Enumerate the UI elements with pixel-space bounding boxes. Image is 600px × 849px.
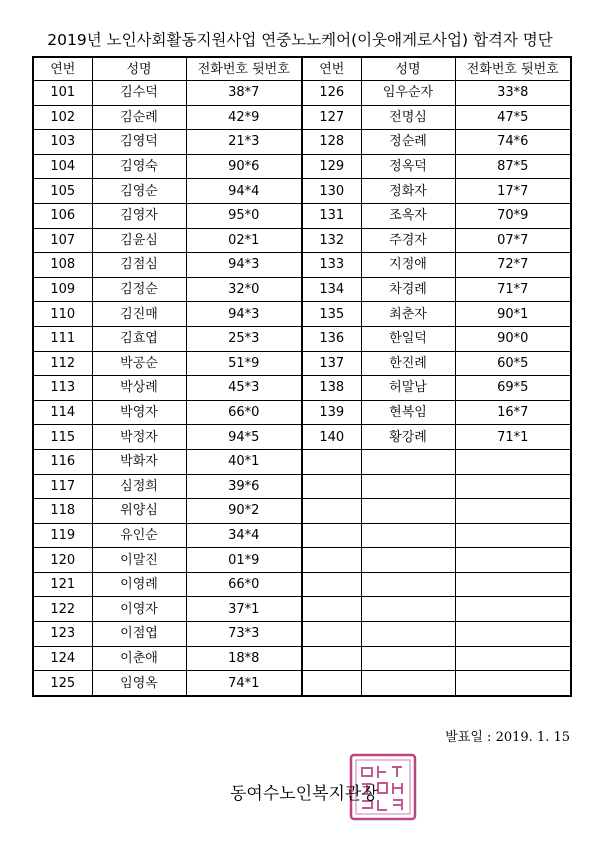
cell-tel-right: 90*1 bbox=[455, 302, 571, 327]
cell-no-left: 105 bbox=[33, 179, 92, 204]
table-row bbox=[33, 523, 571, 548]
cell-tel-left: 95*0 bbox=[186, 203, 302, 228]
cell-tel-left: 02*1 bbox=[186, 228, 302, 253]
applicant-roster-table bbox=[32, 56, 572, 697]
cell-tel-left: 18*8 bbox=[186, 646, 302, 671]
cell-tel-left: 51*9 bbox=[186, 351, 302, 376]
cell-tel-left: 94*3 bbox=[186, 253, 302, 278]
cell-name-left: 김효엽 bbox=[92, 326, 186, 351]
cell-tel-right bbox=[455, 548, 571, 573]
cell-no-right bbox=[302, 548, 361, 573]
table-row bbox=[33, 81, 571, 106]
cell-name-left: 유인순 bbox=[92, 523, 186, 548]
cell-no-right: 135 bbox=[302, 302, 361, 327]
cell-tel-right bbox=[455, 671, 571, 696]
cell-name-right: 조옥자 bbox=[361, 203, 455, 228]
cell-name-left: 김영자 bbox=[92, 203, 186, 228]
cell-name-left: 박화자 bbox=[92, 449, 186, 474]
cell-no-right: 134 bbox=[302, 277, 361, 302]
table-row bbox=[33, 326, 571, 351]
cell-name-right bbox=[361, 622, 455, 647]
cell-name-right bbox=[361, 474, 455, 499]
cell-name-right: 황강례 bbox=[361, 425, 455, 450]
cell-name-right bbox=[361, 646, 455, 671]
cell-no-left: 117 bbox=[33, 474, 92, 499]
cell-name-right: 전명심 bbox=[361, 105, 455, 130]
table-row bbox=[33, 400, 571, 425]
table-row bbox=[33, 425, 571, 450]
cell-no-right: 140 bbox=[302, 425, 361, 450]
cell-tel-left: 39*6 bbox=[186, 474, 302, 499]
cell-tel-left: 32*0 bbox=[186, 277, 302, 302]
cell-no-left: 116 bbox=[33, 449, 92, 474]
table-row bbox=[33, 105, 571, 130]
cell-tel-left: 42*9 bbox=[186, 105, 302, 130]
cell-no-right: 139 bbox=[302, 400, 361, 425]
cell-tel-right: 47*5 bbox=[455, 105, 571, 130]
cell-name-left: 김순례 bbox=[92, 105, 186, 130]
cell-no-right: 136 bbox=[302, 326, 361, 351]
cell-tel-right bbox=[455, 622, 571, 647]
cell-tel-right bbox=[455, 449, 571, 474]
cell-no-right: 130 bbox=[302, 179, 361, 204]
cell-tel-right: 90*0 bbox=[455, 326, 571, 351]
cell-tel-left: 90*2 bbox=[186, 499, 302, 524]
table-row bbox=[33, 597, 571, 622]
cell-tel-right: 17*7 bbox=[455, 179, 571, 204]
cell-no-left: 119 bbox=[33, 523, 92, 548]
cell-tel-left: 66*0 bbox=[186, 400, 302, 425]
cell-no-right: 128 bbox=[302, 130, 361, 155]
cell-no-left: 108 bbox=[33, 253, 92, 278]
cell-name-left: 박공순 bbox=[92, 351, 186, 376]
table-row bbox=[33, 474, 571, 499]
table-row bbox=[33, 449, 571, 474]
cell-no-left: 106 bbox=[33, 203, 92, 228]
header-no-right: 연번 bbox=[302, 57, 361, 81]
cell-tel-right: 60*5 bbox=[455, 351, 571, 376]
cell-tel-left: 94*4 bbox=[186, 179, 302, 204]
cell-tel-left: 94*5 bbox=[186, 425, 302, 450]
cell-no-right: 127 bbox=[302, 105, 361, 130]
header-name-left: 성명 bbox=[92, 57, 186, 81]
table-row bbox=[33, 499, 571, 524]
cell-name-right: 차경례 bbox=[361, 277, 455, 302]
cell-name-right bbox=[361, 548, 455, 573]
cell-name-left: 임영옥 bbox=[92, 671, 186, 696]
cell-no-right bbox=[302, 572, 361, 597]
cell-name-right: 최춘자 bbox=[361, 302, 455, 327]
table-row bbox=[33, 253, 571, 278]
table-row bbox=[33, 179, 571, 204]
cell-tel-left: 40*1 bbox=[186, 449, 302, 474]
cell-name-left: 김진매 bbox=[92, 302, 186, 327]
cell-name-right: 지정애 bbox=[361, 253, 455, 278]
cell-tel-right bbox=[455, 474, 571, 499]
cell-tel-left: 73*3 bbox=[186, 622, 302, 647]
cell-no-left: 101 bbox=[33, 81, 92, 106]
cell-no-left: 107 bbox=[33, 228, 92, 253]
table-row bbox=[33, 203, 571, 228]
cell-no-left: 109 bbox=[33, 277, 92, 302]
cell-tel-right bbox=[455, 572, 571, 597]
cell-no-right bbox=[302, 499, 361, 524]
cell-name-right bbox=[361, 572, 455, 597]
cell-name-right bbox=[361, 671, 455, 696]
table-row bbox=[33, 302, 571, 327]
cell-no-right bbox=[302, 523, 361, 548]
cell-no-left: 122 bbox=[33, 597, 92, 622]
cell-tel-right bbox=[455, 523, 571, 548]
cell-name-left: 김영순 bbox=[92, 179, 186, 204]
cell-name-right: 한진례 bbox=[361, 351, 455, 376]
cell-name-left: 박영자 bbox=[92, 400, 186, 425]
cell-no-left: 112 bbox=[33, 351, 92, 376]
cell-no-left: 124 bbox=[33, 646, 92, 671]
table-row bbox=[33, 130, 571, 155]
cell-tel-left: 25*3 bbox=[186, 326, 302, 351]
cell-no-left: 123 bbox=[33, 622, 92, 647]
cell-name-right: 한일덕 bbox=[361, 326, 455, 351]
cell-name-right bbox=[361, 449, 455, 474]
cell-tel-right: 33*8 bbox=[455, 81, 571, 106]
cell-name-left: 이영자 bbox=[92, 597, 186, 622]
cell-tel-right: 74*6 bbox=[455, 130, 571, 155]
cell-no-left: 115 bbox=[33, 425, 92, 450]
cell-no-left: 102 bbox=[33, 105, 92, 130]
cell-no-right bbox=[302, 474, 361, 499]
cell-name-right: 정옥덕 bbox=[361, 154, 455, 179]
cell-no-left: 110 bbox=[33, 302, 92, 327]
cell-name-left: 이점엽 bbox=[92, 622, 186, 647]
cell-tel-right: 71*1 bbox=[455, 425, 571, 450]
cell-tel-left: 94*3 bbox=[186, 302, 302, 327]
cell-name-left: 김정순 bbox=[92, 277, 186, 302]
table-row bbox=[33, 646, 571, 671]
cell-no-right: 132 bbox=[302, 228, 361, 253]
cell-tel-left: 90*6 bbox=[186, 154, 302, 179]
header-no-left: 연번 bbox=[33, 57, 92, 81]
cell-tel-left: 21*3 bbox=[186, 130, 302, 155]
cell-tel-left: 37*1 bbox=[186, 597, 302, 622]
cell-tel-right: 69*5 bbox=[455, 376, 571, 401]
cell-no-left: 113 bbox=[33, 376, 92, 401]
cell-tel-left: 66*0 bbox=[186, 572, 302, 597]
cell-tel-left: 74*1 bbox=[186, 671, 302, 696]
table-row bbox=[33, 277, 571, 302]
publish-date: 발표일 : 2019. 1. 15 bbox=[445, 730, 570, 745]
cell-tel-left: 45*3 bbox=[186, 376, 302, 401]
cell-no-left: 120 bbox=[33, 548, 92, 573]
cell-tel-right: 16*7 bbox=[455, 400, 571, 425]
cell-name-right: 임우순자 bbox=[361, 81, 455, 106]
cell-no-right: 138 bbox=[302, 376, 361, 401]
cell-name-left: 김수덕 bbox=[92, 81, 186, 106]
cell-no-left: 103 bbox=[33, 130, 92, 155]
cell-name-left: 김점심 bbox=[92, 253, 186, 278]
cell-tel-left: 38*7 bbox=[186, 81, 302, 106]
cell-tel-right: 07*7 bbox=[455, 228, 571, 253]
table-row bbox=[33, 572, 571, 597]
cell-no-right bbox=[302, 646, 361, 671]
table-row bbox=[33, 671, 571, 696]
cell-no-right: 133 bbox=[302, 253, 361, 278]
table-row bbox=[33, 376, 571, 401]
table-header-row bbox=[33, 57, 571, 81]
cell-name-left: 이영례 bbox=[92, 572, 186, 597]
table-row bbox=[33, 154, 571, 179]
cell-no-right bbox=[302, 449, 361, 474]
cell-no-right bbox=[302, 671, 361, 696]
header-name-right: 성명 bbox=[361, 57, 455, 81]
cell-tel-right: 71*7 bbox=[455, 277, 571, 302]
cell-tel-right: 87*5 bbox=[455, 154, 571, 179]
cell-no-right: 126 bbox=[302, 81, 361, 106]
cell-name-left: 박정자 bbox=[92, 425, 186, 450]
cell-name-left: 심정희 bbox=[92, 474, 186, 499]
table-row bbox=[33, 548, 571, 573]
cell-tel-left: 34*4 bbox=[186, 523, 302, 548]
table-row bbox=[33, 622, 571, 647]
organization-name: 동여수노인복지관장 bbox=[230, 784, 378, 804]
cell-no-right: 137 bbox=[302, 351, 361, 376]
table-row bbox=[33, 228, 571, 253]
table-row bbox=[33, 351, 571, 376]
cell-no-right: 131 bbox=[302, 203, 361, 228]
cell-name-right: 정순례 bbox=[361, 130, 455, 155]
cell-name-left: 박상례 bbox=[92, 376, 186, 401]
cell-no-left: 104 bbox=[33, 154, 92, 179]
cell-name-left: 김영덕 bbox=[92, 130, 186, 155]
cell-no-left: 125 bbox=[33, 671, 92, 696]
cell-name-right bbox=[361, 597, 455, 622]
cell-tel-right: 70*9 bbox=[455, 203, 571, 228]
table-body bbox=[33, 81, 571, 696]
cell-name-right: 허말남 bbox=[361, 376, 455, 401]
cell-name-left: 이춘애 bbox=[92, 646, 186, 671]
cell-name-right bbox=[361, 523, 455, 548]
header-tel-right: 전화번호 뒷번호 bbox=[455, 57, 571, 81]
cell-tel-right bbox=[455, 646, 571, 671]
cell-no-left: 121 bbox=[33, 572, 92, 597]
document-title: 2019년 노인사회활동지원사업 연중노노케어(이웃애게로사업) 합격자 명단 bbox=[47, 31, 553, 49]
cell-tel-left: 01*9 bbox=[186, 548, 302, 573]
cell-no-left: 114 bbox=[33, 400, 92, 425]
cell-name-right bbox=[361, 499, 455, 524]
cell-name-right: 주경자 bbox=[361, 228, 455, 253]
cell-name-right: 정화자 bbox=[361, 179, 455, 204]
cell-no-right bbox=[302, 622, 361, 647]
cell-name-right: 현복임 bbox=[361, 400, 455, 425]
cell-name-left: 위양심 bbox=[92, 499, 186, 524]
cell-tel-right bbox=[455, 597, 571, 622]
cell-name-left: 김영숙 bbox=[92, 154, 186, 179]
cell-tel-right bbox=[455, 499, 571, 524]
cell-tel-right: 72*7 bbox=[455, 253, 571, 278]
cell-no-left: 111 bbox=[33, 326, 92, 351]
cell-name-left: 이말진 bbox=[92, 548, 186, 573]
cell-no-left: 118 bbox=[33, 499, 92, 524]
header-tel-left: 전화번호 뒷번호 bbox=[186, 57, 302, 81]
cell-no-right bbox=[302, 597, 361, 622]
cell-name-left: 김윤심 bbox=[92, 228, 186, 253]
cell-no-right: 129 bbox=[302, 154, 361, 179]
